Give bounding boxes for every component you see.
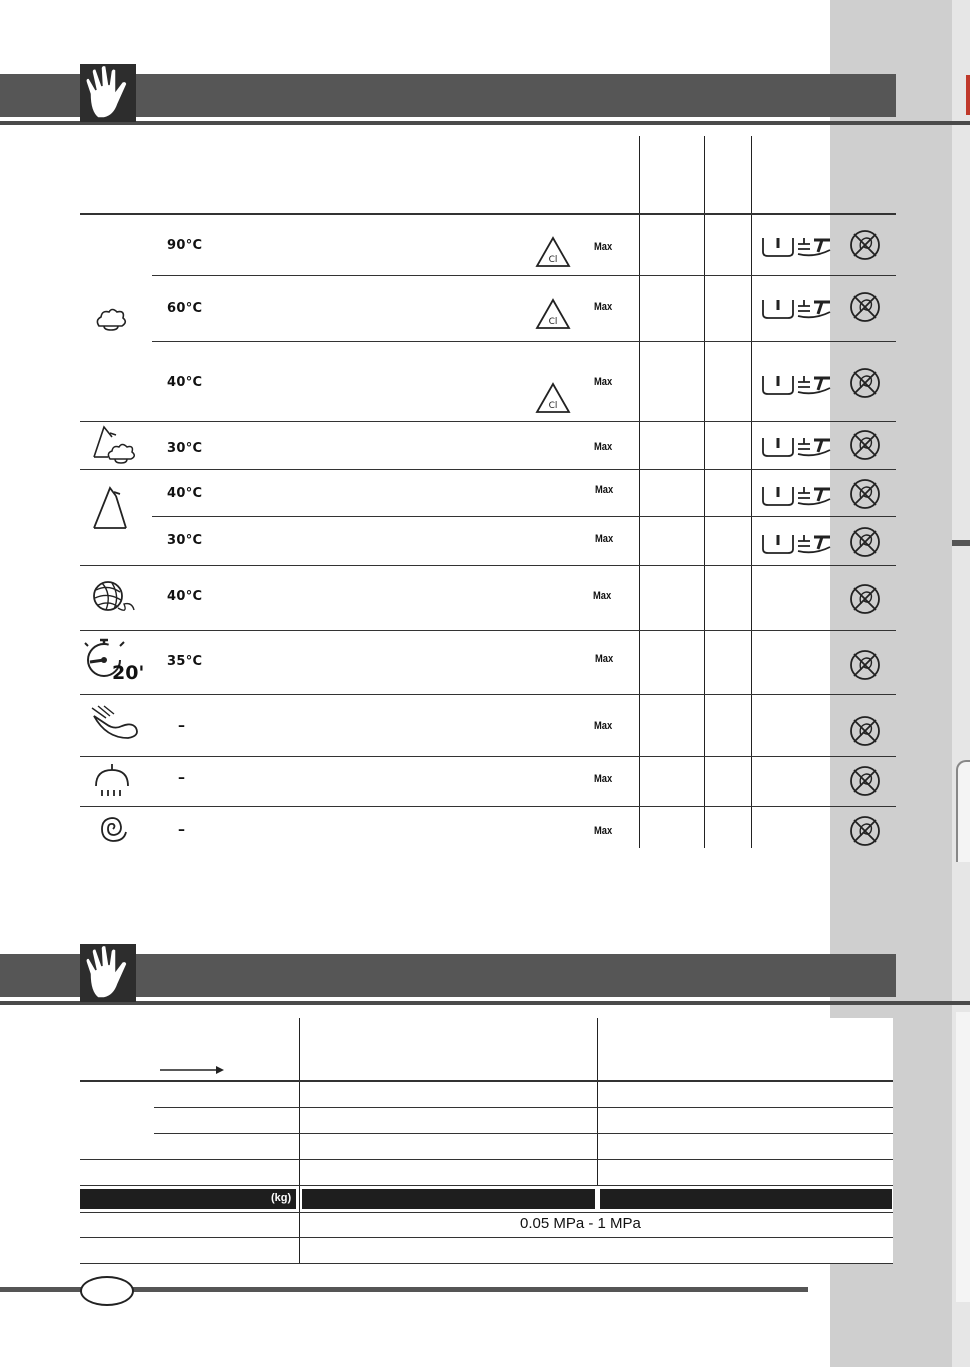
row-rule bbox=[80, 630, 896, 631]
spec-rule bbox=[154, 1107, 893, 1108]
spec-rule bbox=[154, 1133, 893, 1134]
row-2-temperature: 60°C bbox=[167, 301, 203, 316]
arrow-right-icon bbox=[160, 1064, 226, 1076]
row-1-temperature: 90°C bbox=[167, 238, 203, 253]
page-number-oval bbox=[80, 1276, 134, 1306]
cotton-icon bbox=[94, 304, 128, 334]
row-6-max: Max bbox=[595, 533, 614, 545]
svg-text:Cl: Cl bbox=[548, 317, 558, 327]
chlorine-triangle-icon bbox=[535, 382, 571, 414]
spec-rule bbox=[80, 1237, 893, 1238]
prewash-icon bbox=[760, 432, 796, 463]
capacity-unit-label: (kg) bbox=[271, 1192, 292, 1204]
row-rule bbox=[80, 806, 896, 807]
svg-text:Cl: Cl bbox=[548, 401, 558, 411]
row-8-temperature: 35°C bbox=[167, 654, 203, 669]
row-rule bbox=[80, 469, 896, 470]
no-spin-icon bbox=[848, 477, 882, 516]
row-rule bbox=[80, 421, 896, 422]
wool-icon bbox=[84, 574, 138, 620]
section-header-rule bbox=[0, 1001, 970, 1005]
row-rule bbox=[80, 565, 896, 566]
drain-icon bbox=[92, 762, 132, 800]
spec-rule bbox=[80, 1263, 893, 1264]
prewash-icon bbox=[760, 232, 796, 263]
row-7-temperature: 40°C bbox=[167, 589, 203, 604]
column-divider bbox=[597, 1018, 598, 1186]
chlorine-triangle-icon bbox=[535, 236, 571, 268]
edge-marker-red bbox=[966, 75, 970, 115]
prewash-icon bbox=[760, 370, 796, 401]
svg-text:Cl: Cl bbox=[548, 255, 558, 265]
quick-20-label: 20' bbox=[112, 662, 145, 684]
no-spin-icon bbox=[848, 525, 882, 564]
row-rule bbox=[152, 341, 896, 342]
spec-rule bbox=[80, 1159, 893, 1160]
row-rule bbox=[80, 694, 896, 695]
side-image-fragment bbox=[956, 760, 970, 862]
row-9-temperature: – bbox=[178, 718, 185, 734]
section-header-rule bbox=[0, 121, 970, 125]
no-spin-icon bbox=[848, 428, 882, 467]
prewash-icon bbox=[760, 294, 796, 325]
no-spin-icon bbox=[848, 648, 882, 687]
water-pressure-value: 0.05 MPa - 1 MPa bbox=[520, 1215, 641, 1232]
header-rule bbox=[80, 213, 896, 215]
row-8-max: Max bbox=[595, 653, 614, 665]
column-divider bbox=[704, 136, 705, 848]
hand-icon-box bbox=[80, 944, 136, 1002]
row-2-max: Max bbox=[594, 301, 613, 313]
spec-rule bbox=[80, 1212, 893, 1213]
spec-rule bbox=[80, 1185, 893, 1186]
stain-icon bbox=[796, 294, 840, 325]
prewash-icon bbox=[760, 529, 796, 560]
capacity-row-value-cell bbox=[600, 1189, 892, 1209]
spec-rule bbox=[80, 1080, 893, 1082]
no-spin-icon bbox=[848, 366, 882, 405]
row-11-max: Max bbox=[594, 825, 613, 837]
row-4-temperature: 30°C bbox=[167, 441, 203, 456]
spec-table-bg bbox=[80, 1018, 893, 1264]
column-divider bbox=[639, 136, 640, 848]
row-10-max: Max bbox=[594, 773, 613, 785]
stain-icon bbox=[796, 232, 840, 263]
mixed-fabric-icon bbox=[86, 423, 140, 467]
stain-icon bbox=[796, 481, 840, 512]
prewash-icon bbox=[760, 481, 796, 512]
no-spin-icon bbox=[848, 814, 882, 853]
row-1-max: Max bbox=[594, 241, 613, 253]
row-rule bbox=[80, 756, 896, 757]
row-3-temperature: 40°C bbox=[167, 375, 203, 390]
chlorine-triangle-icon bbox=[535, 298, 571, 330]
synthetic-icon bbox=[88, 478, 132, 536]
row-4-max: Max bbox=[594, 441, 613, 453]
spin-icon bbox=[96, 812, 130, 846]
row-6-temperature: 30°C bbox=[167, 533, 203, 548]
row-5-temperature: 40°C bbox=[167, 486, 203, 501]
capacity-row-value-cell bbox=[302, 1189, 595, 1209]
row-9-max: Max bbox=[594, 720, 613, 732]
column-divider bbox=[751, 136, 752, 848]
row-3-max: Max bbox=[594, 376, 613, 388]
stain-icon bbox=[796, 370, 840, 401]
row-11-temperature: – bbox=[178, 822, 185, 838]
edge-marker bbox=[952, 540, 970, 546]
hand-icon bbox=[80, 64, 136, 122]
no-spin-icon bbox=[848, 290, 882, 329]
rinse-icon bbox=[88, 702, 142, 744]
capacity-row-label-cell bbox=[80, 1189, 296, 1209]
row-rule bbox=[152, 275, 896, 276]
row-5-max: Max bbox=[595, 484, 614, 496]
hand-icon bbox=[80, 944, 136, 1002]
side-image-fragment bbox=[956, 1012, 970, 1302]
no-spin-icon bbox=[848, 764, 882, 803]
stain-icon bbox=[796, 432, 840, 463]
hand-icon-box bbox=[80, 64, 136, 122]
quick-20-icon bbox=[80, 636, 150, 688]
row-10-temperature: – bbox=[178, 770, 185, 786]
stain-icon bbox=[796, 529, 840, 560]
column-divider bbox=[299, 1018, 300, 1264]
row-7-max: Max bbox=[593, 590, 612, 602]
no-spin-icon bbox=[848, 714, 882, 753]
no-spin-icon bbox=[848, 582, 882, 621]
no-spin-icon bbox=[848, 228, 882, 267]
row-rule bbox=[152, 516, 896, 517]
